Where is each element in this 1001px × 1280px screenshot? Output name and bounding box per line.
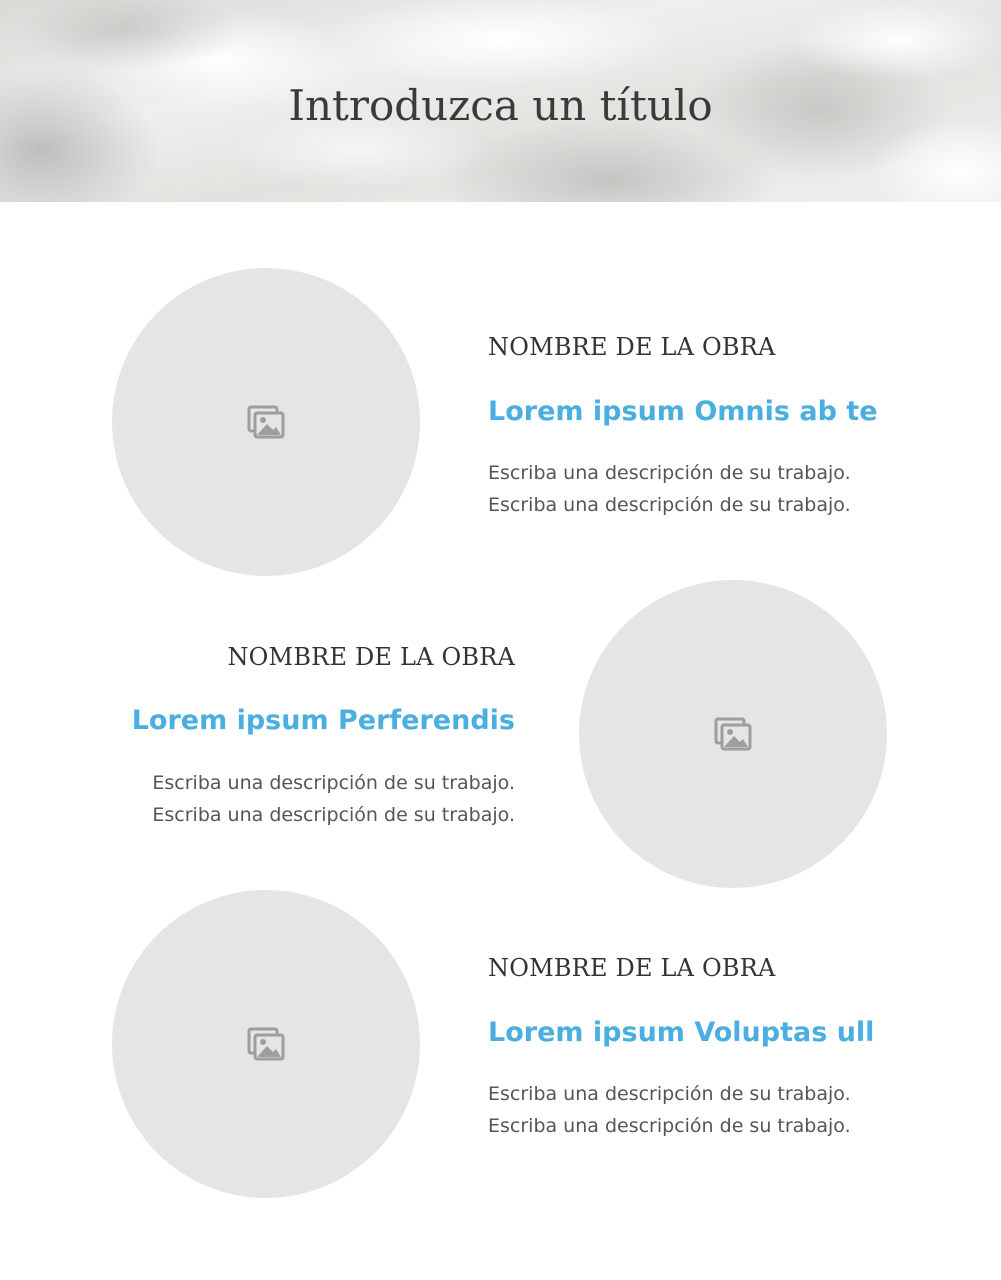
work-description-line: Escriba una descripción de su trabajo. <box>152 772 515 794</box>
work-image-placeholder[interactable] <box>112 268 420 576</box>
work-description <box>145 767 515 831</box>
work-description-line: Escriba una descripción de su trabajo. <box>488 1083 851 1105</box>
work-description-line: Escriba una descripción de su trabajo. <box>488 1115 851 1137</box>
work-name: NOMBRE DE LA OBRA <box>488 333 776 361</box>
image-placeholder-icon <box>714 717 752 751</box>
work-description-line: Escriba una descripción de su trabajo. <box>488 462 851 484</box>
work-description-line: Escriba una descripción de su trabajo. <box>152 804 515 826</box>
work-description-line: Escriba una descripción de su trabajo. <box>488 494 851 516</box>
work-description <box>488 1078 851 1142</box>
work-title: Lorem ipsum Perferendis <box>131 705 515 736</box>
work-name: NOMBRE DE LA OBRA <box>488 954 776 982</box>
work-image-placeholder[interactable] <box>112 890 420 1198</box>
page-title: Introduzca un título <box>288 81 713 130</box>
image-placeholder-icon <box>247 405 285 439</box>
work-name: NOMBRE DE LA OBRA <box>227 643 515 671</box>
work-description <box>488 457 851 521</box>
work-title: Lorem ipsum Omnis ab te <box>488 396 878 427</box>
work-image-placeholder[interactable] <box>579 580 887 888</box>
image-placeholder-icon <box>247 1027 285 1061</box>
work-title: Lorem ipsum Voluptas ull <box>488 1017 875 1048</box>
